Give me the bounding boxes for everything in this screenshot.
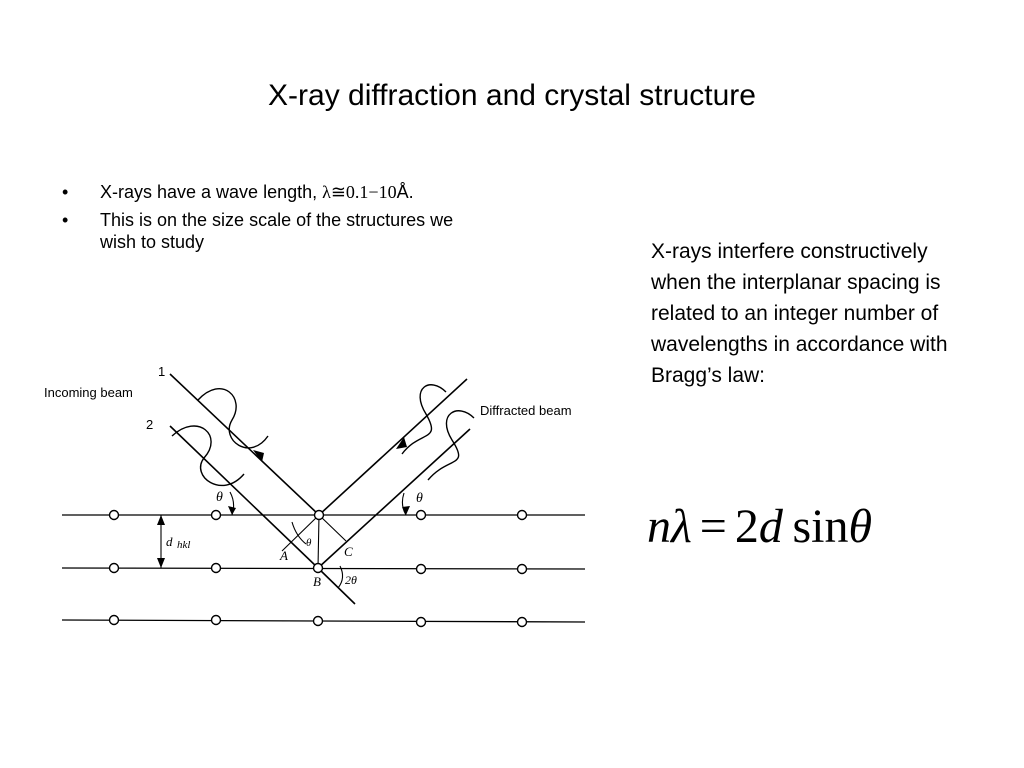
two-theta-label: 2θ [345, 573, 357, 587]
ray-2-label: 2 [146, 417, 154, 432]
atom [212, 564, 221, 573]
perpendicular-C [319, 515, 346, 541]
wavelength-range: λ≅0.1−10 [322, 182, 397, 202]
theta-label-diffracted: θ [416, 491, 423, 506]
atom [518, 565, 527, 574]
atom [212, 616, 221, 625]
point-b-label: B [313, 574, 321, 589]
formula-lambda: λ [671, 500, 692, 553]
atom [315, 511, 324, 520]
theta-arc-inner [292, 522, 306, 544]
bullet-text: This is on the size scale of the structures we wish to study [100, 210, 454, 252]
atom [518, 511, 527, 520]
formula-d: d [758, 500, 783, 553]
diffracted-ray-2 [318, 429, 470, 568]
atom [110, 616, 119, 625]
diffracted-ray-1 [319, 379, 467, 515]
lattice-plane-2 [62, 568, 585, 569]
perpendicular-A [282, 515, 319, 551]
incoming-wave-2 [172, 426, 244, 485]
lattice-plane-3 [62, 620, 585, 622]
theta-arrow-right [402, 506, 410, 515]
theta-label-incoming: θ [216, 490, 223, 505]
atom [518, 618, 527, 627]
formula-equals: = [699, 500, 727, 553]
theta-arrow-left [228, 506, 236, 515]
point-a-label: A [280, 548, 288, 563]
ray-1-label: 1 [158, 364, 166, 379]
d-arrow-bottom [157, 558, 165, 568]
incoming-wave-1 [198, 389, 268, 448]
formula-theta: θ [848, 500, 873, 553]
two-theta-arc [338, 566, 343, 588]
atom [110, 564, 119, 573]
d-label: d [166, 534, 173, 549]
atom [314, 617, 323, 626]
d-subscript-label: hkl [177, 539, 191, 551]
formula-two: 2 [734, 500, 759, 553]
atom [417, 565, 426, 574]
normal-line [318, 515, 319, 568]
incoming-ray-1 [170, 374, 319, 515]
theta-label-inner: θ [306, 537, 312, 549]
incoming-beam-label: Incoming beam [44, 385, 133, 400]
arrow-incoming [253, 450, 264, 462]
angstrom-unit: Å. [396, 182, 414, 202]
bullet-dot: • [62, 182, 69, 202]
atom [314, 564, 323, 573]
bullet-dot: • [62, 210, 69, 230]
d-arrow-top [157, 515, 165, 525]
bullet-text: X-rays have a wave length, [100, 182, 323, 202]
formula-n: n [647, 500, 671, 553]
slide-title: X-ray diffraction and crystal structure [268, 79, 756, 112]
atom [417, 618, 426, 627]
diffracted-beam-label: Diffracted beam [480, 403, 572, 418]
bragg-explanation: X-rays interfere constructively when the interplanar spacing is related to an integer number of wavelengths in accordance with Bragg’s law: [651, 240, 948, 387]
atom [212, 511, 221, 520]
atom [110, 511, 119, 520]
formula-sin: sin [792, 500, 849, 553]
point-c-label: C [344, 544, 353, 559]
atom [417, 511, 426, 520]
